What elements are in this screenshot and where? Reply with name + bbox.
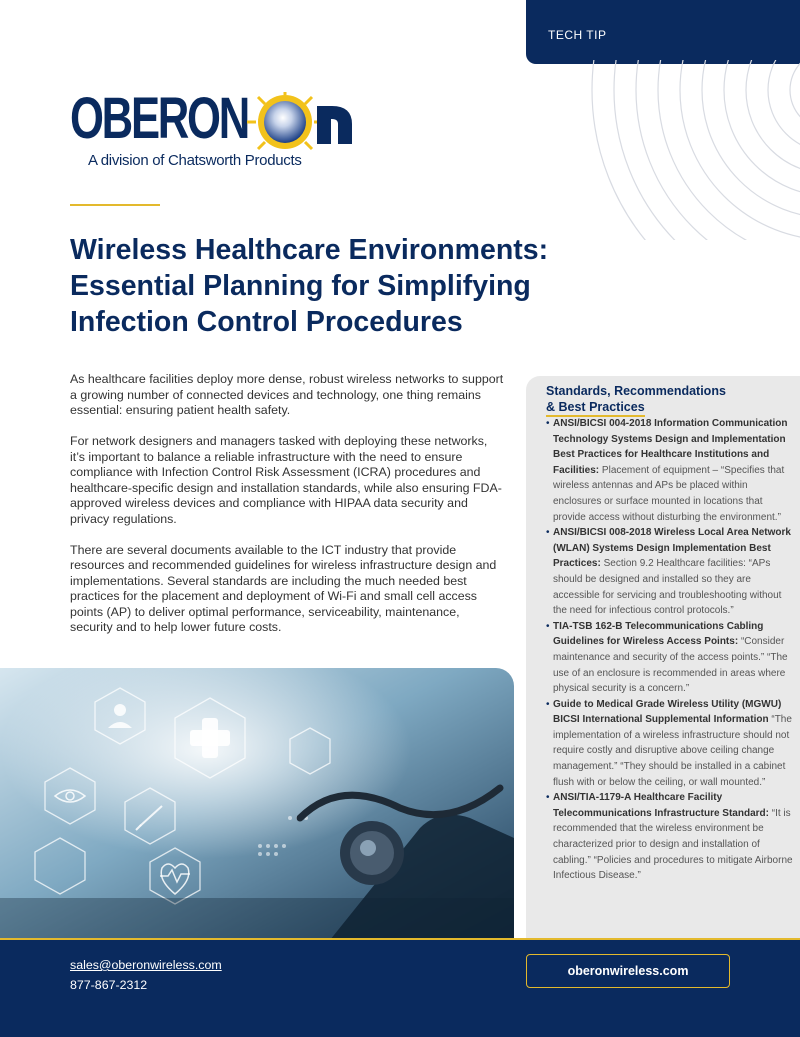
standard-text: “It is recommended that the wireless environment be characterized prior to design and installation of cabling.” “Policies and procedures to mitigate Airborne Infectious Disease.” (553, 807, 793, 882)
tech-tip-label: TECH TIP (548, 28, 607, 42)
intro-paragraph: There are several documents available to the ICT industry that provide resources and recommended guidelines for wireless infrastructure design and implementations. Several standards are including the much needed best practices for the placement and deployment of Wi-Fi and small cell access points (AP) to deliver optimal performance, serviceability, maintenance, security and to help lower future costs. (70, 542, 497, 634)
phone-number: 877-867-2312 (70, 978, 148, 992)
healthcare-technology-image (0, 668, 514, 940)
page-title (70, 232, 630, 340)
bullet: • (546, 620, 550, 632)
sidebar-title-line2: & Best Practices (546, 400, 645, 417)
footer (0, 938, 800, 1037)
email-link[interactable]: sales@oberonwireless.com (70, 958, 222, 972)
website-button[interactable]: oberonwireless.com (526, 954, 730, 988)
standard-text: “The implementation of a wireless infrastructure should not require costly and disruptive above ceiling change management.” “They should be installed in a cabinet flush with or below the ceiling, or wall mounted.” (553, 714, 792, 788)
standard-item (546, 619, 794, 697)
standard-item (546, 525, 794, 619)
intro-paragraph: For network designers and managers tasked with deploying these networks, it’s important to balance a reliable infrastructure with the need to ensure compliance with Infection Control Risk Assessment (ICRA) procedures and healthcare-specific design and installation standards, while also ensuring FDA-approved wireless devices and compliance with HIPAA data security and privacy regulations. (70, 434, 502, 526)
intro-text (70, 372, 505, 651)
standard-text: Section 9.2 Healthcare facilities: “APs should be designed and installed so they are accessible for servicing and troubleshooting without the need for infectious control protocols.” (553, 558, 782, 617)
standards-sidebar (526, 376, 800, 938)
title-line: Infection Control Procedures (70, 306, 463, 338)
standard-text: “Consider maintenance and security of the access points.” “The use of an enclosure is recommended in areas where physical security is a concern.” (553, 636, 788, 695)
standard-item (546, 697, 794, 791)
standard-name: ANSI/BICSI 004-2018 Information Communication Technology Systems Design and Implementation Best Practices for Healthcare Institutions and Facilities: (553, 418, 788, 476)
logo-tagline: A division of Chatsworth Products (88, 152, 302, 169)
oberon-logo (70, 92, 355, 152)
bullet: • (546, 792, 550, 804)
logo-text: OBERON (70, 92, 248, 151)
gold-divider (70, 204, 160, 206)
bullet: • (546, 418, 550, 429)
standard-item (546, 416, 794, 525)
sun-icon (247, 92, 323, 149)
sidebar-title-line1: Standards, Recommendations (546, 384, 726, 398)
title-line: Essential Planning for Simplifying (70, 270, 531, 302)
standard-text: Placement of equipment – “Specifies that wireless antennas and APs be placed within enclosures or surface mounted in locations that provide access without disturbing the environment.” (553, 464, 785, 523)
standards-list (546, 416, 794, 884)
title-line: Wireless Healthcare Environments: (70, 234, 549, 266)
standard-item (546, 790, 794, 884)
standard-name: ANSI/BICSI 008-2018 Wireless Local Area Network (WLAN) Systems Design Implementation Best Practices: (553, 527, 791, 570)
signal-arcs-decoration (520, 60, 800, 240)
standard-name: ANSI/TIA-1179-A Healthcare Facility Telecommunications Infrastructure Standard: (553, 792, 769, 819)
standard-name: TIA-TSB 162-B Telecommunications Cabling Guidelines for Wireless Access Points: (553, 620, 764, 648)
tech-tip-tab (526, 0, 800, 64)
intro-paragraph: As healthcare facilities deploy more dense, robust wireless networks to support a growing number of connected devices and technology, one thing remains essential: ensuring patient health safety. (70, 372, 504, 417)
bullet: • (546, 527, 550, 539)
bullet: • (546, 698, 550, 710)
sidebar-title (546, 384, 766, 415)
standard-name: Guide to Medical Grade Wireless Utility (MGWU) BICSI International Supplemental Information (553, 698, 782, 726)
